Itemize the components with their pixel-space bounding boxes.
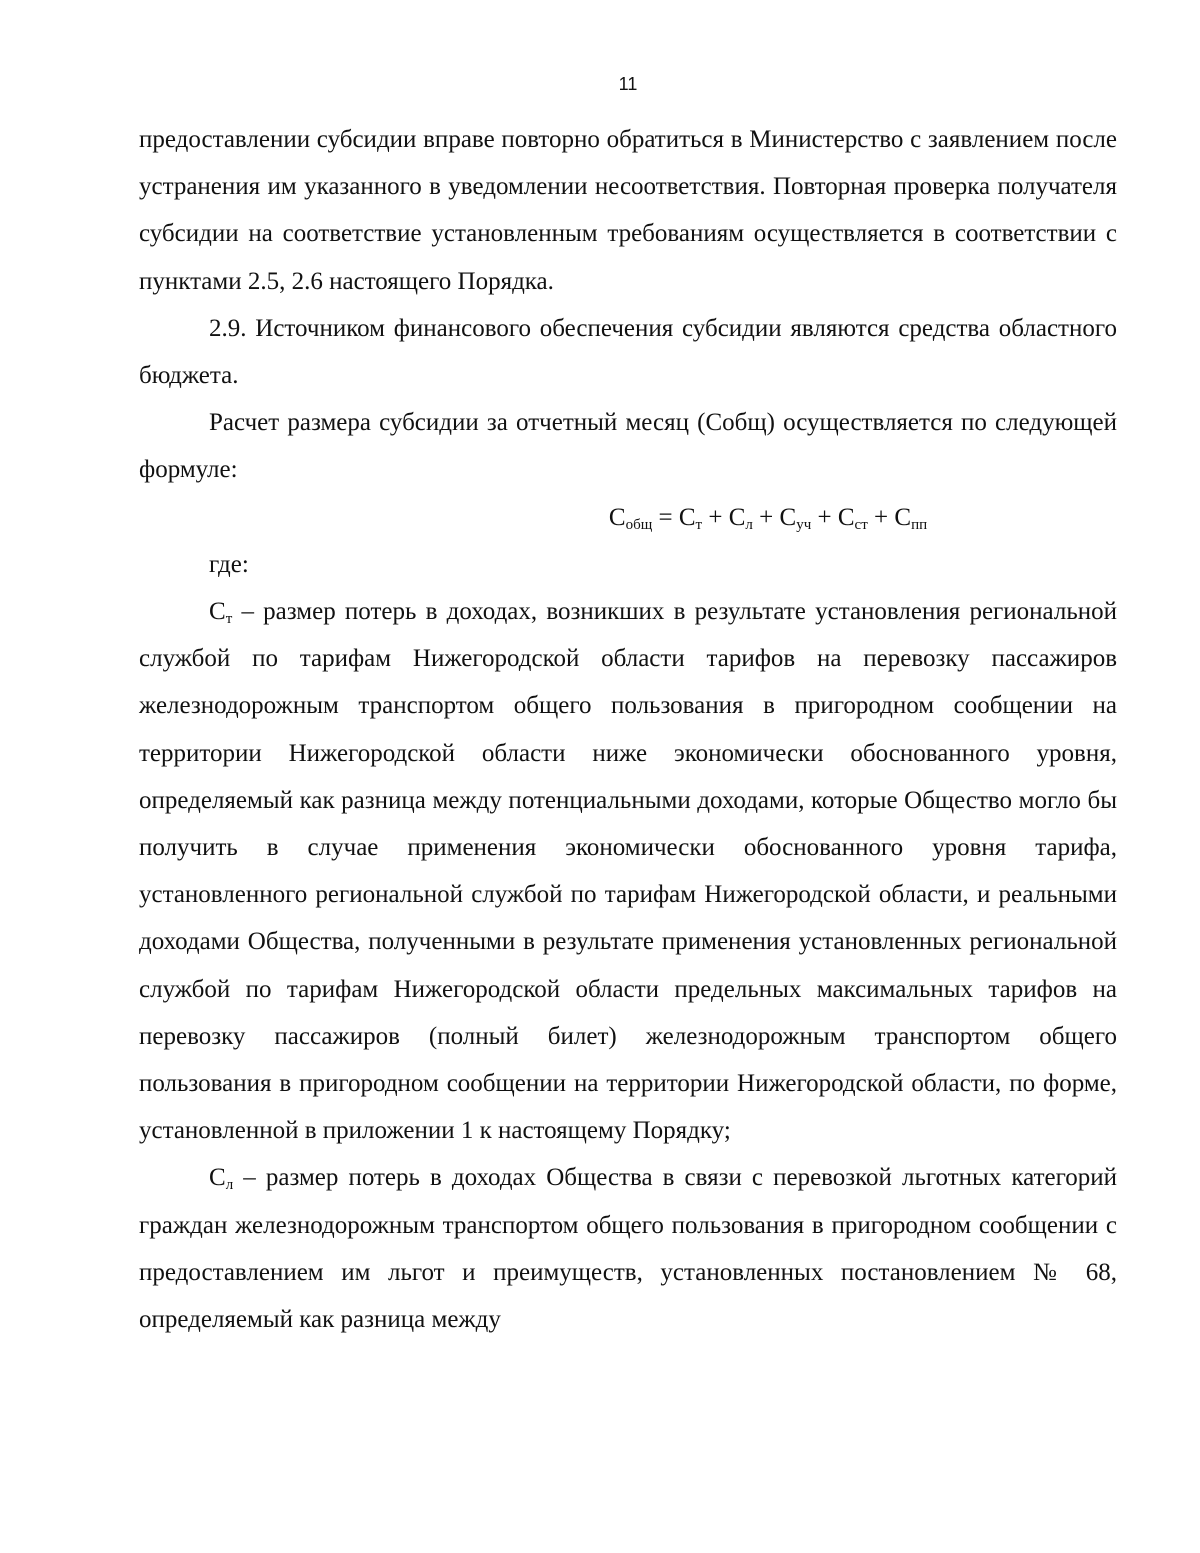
formula-term: $С_{ст}$ [837, 503, 868, 533]
paragraph-cl-definition: $С_л$ – размер потерь в доходах Общества в связи с перевозкой льготных категорий граждан железнодорожным транспортом общего пользования в пригородном сообщении с предоставлением им льгот и преимуществ, установленных постановлением № 68, определяемый как разница между [139, 1164, 1117, 1334]
page-number: 11 [618, 74, 638, 94]
formula-term: $С_{пп}$ [894, 503, 928, 533]
document-body [139, 116, 1117, 1343]
symbol-ct: $С_т$ [209, 598, 233, 627]
formula-term: $С_{уч}$ [779, 503, 812, 533]
paragraph-reapplication: предоставлении субсидии вправе повторно обратиться в Министерство с заявлением после устранения им указанного в уведомлении несоответствия. Повторная проверка получателя субсидии на соответствие установленным требованиям осуществляется в соответствии с пунктами 2.5, 2.6 настоящего Порядка. [139, 126, 1117, 295]
where-label: где: [209, 550, 249, 578]
paragraph-calculation-intro: Расчет размера субсидии за отчетный месяц (Cобщ) осуществляется по следующей формуле: [139, 409, 1117, 484]
paragraph-2-9: 2.9. Источником финансового обеспечения субсидии являются средства областного бюджета. [139, 314, 1117, 390]
formula-equals: = [652, 503, 679, 531]
formula-plus: + [752, 503, 780, 531]
symbol-cl: $С_л$ [209, 1164, 234, 1194]
formula-plus: + [702, 503, 729, 531]
formula-plus: + [811, 503, 838, 531]
paragraph-ct-definition: $С_т$ – размер потерь в доходах, возникших в результате установления региональной службой по тарифам Нижегородской области тарифов на перевозку пассажиров железнодорожным транспортом общего пользования в пригородном сообщении на территории Нижегородской области ниже экономически обоснованного уровня, определяемый как разница между потенциальными доходами, которые Общество могло бы получить в случае применения экономически обоснованного уровня тарифа, установленного региональной службой по тарифам Нижегородской области, и реальными доходами Общества, полученными в результате применения установленных региональной службой по тарифам Нижегородской области предельных максимальных тарифов на перевозку пассажиров (полный билет) железнодорожным транспортом общего пользования в пригородном сообщении на территории Нижегородской области, по форме, установленной в приложении 1 к настоящему Порядку; [139, 598, 1117, 1145]
formula-term: $С_л$ [728, 503, 753, 533]
formula-plus: + [867, 503, 895, 531]
formula-term: $С_т$ [678, 503, 703, 533]
subsidy-formula [139, 494, 1117, 541]
formula-lhs: $С_{общ}$ [608, 503, 653, 533]
